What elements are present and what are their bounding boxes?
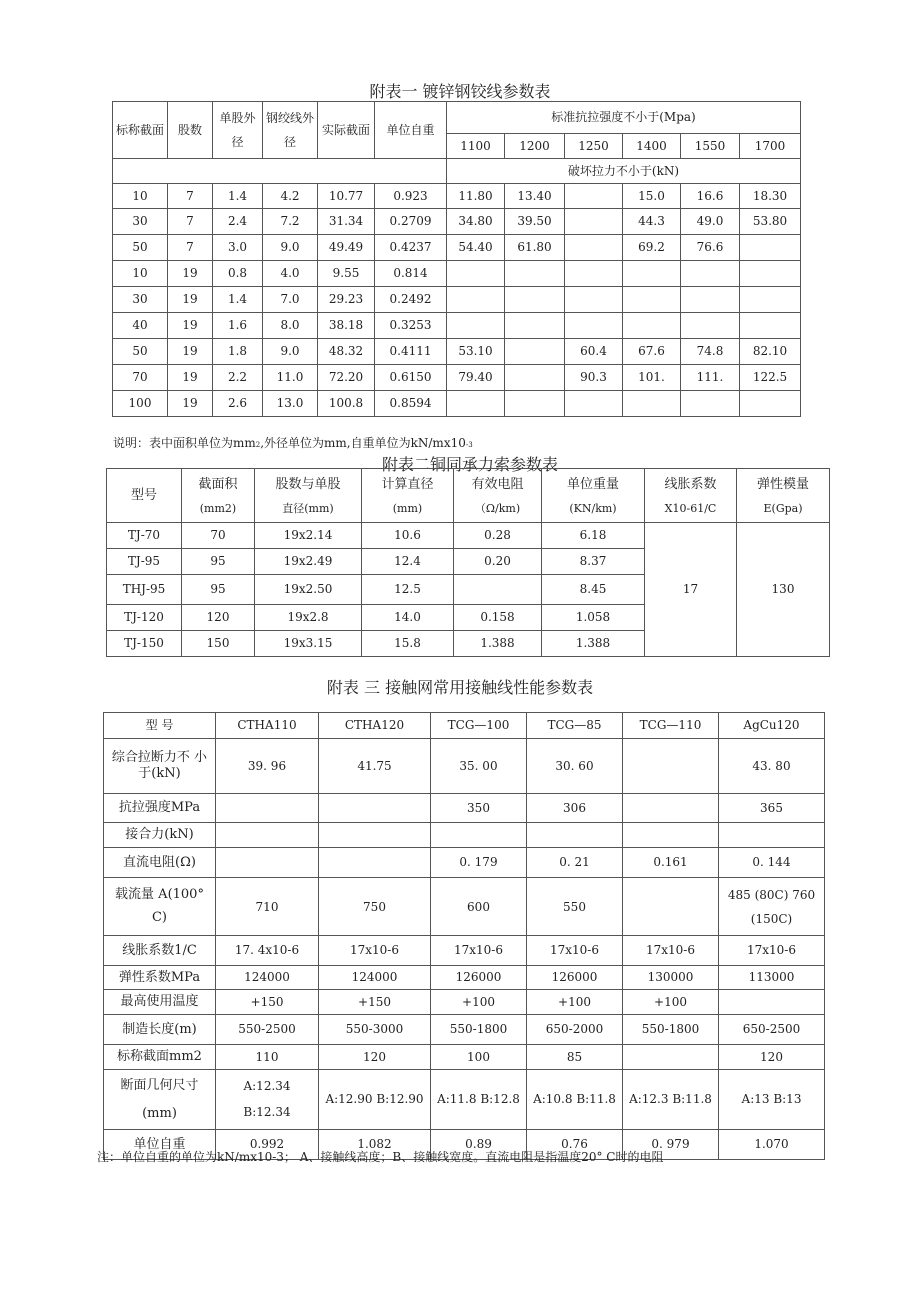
table-cell: 750: [319, 878, 431, 936]
table-cell: A:12.3 B:11.8: [623, 1070, 719, 1130]
row-label-cell: 弹性系数MPa: [104, 966, 216, 990]
table-cell: [447, 313, 505, 339]
table-cell: 19: [168, 261, 213, 287]
table-cell: 8.45: [542, 575, 645, 605]
table-cell: [319, 823, 431, 848]
table-cell: [565, 287, 623, 313]
table-cell: 9.0: [263, 339, 318, 365]
table-cell: 15.0: [623, 184, 681, 209]
table-cell: 1.6: [213, 313, 263, 339]
table-cell: [623, 794, 719, 823]
table-row: [113, 184, 801, 209]
table-cell: 120: [182, 605, 255, 631]
table-cell: 1.388: [454, 631, 542, 657]
table-row: [104, 1015, 825, 1045]
t1-header-cell: 钢绞线外径: [263, 102, 318, 159]
table-cell: 12.5: [362, 575, 454, 605]
t2-header-cell: [362, 469, 454, 523]
table-cell: [681, 261, 740, 287]
table-cell: 74.8: [681, 339, 740, 365]
row-label-cell: 制造长度(m): [104, 1015, 216, 1045]
table-cell: 0.992: [216, 1130, 319, 1160]
table-cell: 0.76: [527, 1130, 623, 1160]
table-row: [104, 848, 825, 878]
table-row: [104, 1070, 825, 1130]
t2-header-name: 有效电阻: [471, 476, 524, 492]
table-cell: [565, 235, 623, 261]
t2-header-name: 截面积: [198, 476, 238, 492]
t2-header-unit: (mm2): [199, 501, 237, 515]
table-cell: 44.3: [623, 209, 681, 235]
t2-header-unit: X10-61/C: [664, 501, 717, 515]
table-cell: 67.6: [623, 339, 681, 365]
table-cell: [216, 823, 319, 848]
t2-header-cell: [542, 469, 645, 523]
column-header-cell: CTHA110: [216, 713, 319, 739]
t1-strength-value: 1100: [447, 134, 505, 159]
table-cell: 38.18: [318, 313, 375, 339]
table-cell: 30: [113, 287, 168, 313]
table-cell: [565, 261, 623, 287]
t2-header-name: 线胀系数: [664, 476, 717, 492]
table-cell: 15.8: [362, 631, 454, 657]
table-cell: 39.50: [505, 209, 565, 235]
table-cell: 2.4: [213, 209, 263, 235]
contact-wire-table: [103, 712, 825, 1160]
table-cell: 0.20: [454, 549, 542, 575]
table-cell: 14.0: [362, 605, 454, 631]
table-cell: 6.18: [542, 523, 645, 549]
table-cell: 110: [216, 1045, 319, 1070]
table-cell: 40: [113, 313, 168, 339]
table-cell: THJ-95: [107, 575, 182, 605]
table-cell: 126000: [527, 966, 623, 990]
table-cell: [505, 391, 565, 417]
table-cell: 124000: [216, 966, 319, 990]
t2-header-unit: 直径(mm): [282, 501, 334, 515]
table-cell: 130000: [623, 966, 719, 990]
t1-header-cell: 单位自重: [375, 102, 447, 159]
table-cell: A:12.34 B:12.34: [216, 1070, 319, 1130]
table-cell: 19: [168, 313, 213, 339]
table-cell: 550: [527, 878, 623, 936]
table-cell: [740, 391, 801, 417]
table-cell: [740, 235, 801, 261]
table-cell: A:13 B:13: [719, 1070, 825, 1130]
table-cell: [623, 287, 681, 313]
table-cell: 17x10-6: [319, 936, 431, 966]
table-cell: 350: [431, 794, 527, 823]
t2-header-cell: [454, 469, 542, 523]
table-cell: 0.2492: [375, 287, 447, 313]
table-cell: 306: [527, 794, 623, 823]
table-cell: 0.28: [454, 523, 542, 549]
table-cell: +150: [319, 990, 431, 1015]
table-cell: [623, 313, 681, 339]
table-cell: +100: [623, 990, 719, 1015]
column-header-cell: TCG—85: [527, 713, 623, 739]
table-cell: 53.80: [740, 209, 801, 235]
table-row: [113, 313, 801, 339]
table-cell: +100: [527, 990, 623, 1015]
table-cell: [505, 287, 565, 313]
t2-header-cell: [255, 469, 362, 523]
table-cell: 48.32: [318, 339, 375, 365]
table-cell: TJ-70: [107, 523, 182, 549]
table-cell: [505, 365, 565, 391]
table-cell: 19: [168, 391, 213, 417]
table-cell: 18.30: [740, 184, 801, 209]
table-cell: 0. 144: [719, 848, 825, 878]
t1-strength-value: 1200: [505, 134, 565, 159]
table-cell: 9.55: [318, 261, 375, 287]
table-cell: 550-1800: [623, 1015, 719, 1045]
table-cell: 1.4: [213, 287, 263, 313]
row-label-cell: 线胀系数1/C: [104, 936, 216, 966]
table-cell: [454, 575, 542, 605]
copper-messenger-table: [106, 468, 830, 657]
table-cell: 0.89: [431, 1130, 527, 1160]
table-cell: 0.2709: [375, 209, 447, 235]
table-cell: +150: [216, 990, 319, 1015]
table-cell: 7: [168, 235, 213, 261]
table-cell: 30: [113, 209, 168, 235]
table-cell: 12.4: [362, 549, 454, 575]
table-cell: [623, 739, 719, 794]
table-cell: 50: [113, 339, 168, 365]
table-cell: [216, 848, 319, 878]
table-cell: 31.34: [318, 209, 375, 235]
table-cell: 19x3.15: [255, 631, 362, 657]
table-cell: 650-2500: [719, 1015, 825, 1045]
t2-header-name: 型号: [130, 487, 157, 503]
table-cell: [623, 1045, 719, 1070]
row-label-cell: 抗拉强度MPa: [104, 794, 216, 823]
table-cell: +100: [431, 990, 527, 1015]
table-cell: 1.058: [542, 605, 645, 631]
table-cell: [623, 391, 681, 417]
table-cell: TJ-150: [107, 631, 182, 657]
table-cell: 0.4111: [375, 339, 447, 365]
table-row: [107, 523, 830, 549]
table-cell: [681, 391, 740, 417]
table-cell: [216, 794, 319, 823]
table-cell: 550-1800: [431, 1015, 527, 1045]
table-row: [104, 739, 825, 794]
table-cell: 85: [527, 1045, 623, 1070]
t2-header-cell: [645, 469, 737, 523]
table3-note: 注：单位自重的单位为kN/mx10-3； A、接触线高度；B、接触线宽度。直流电阻是指温度20° C时的电阻: [97, 1150, 664, 1164]
table-cell: 550-2500: [216, 1015, 319, 1045]
table-cell: 10.77: [318, 184, 375, 209]
table-cell: 19x2.8: [255, 605, 362, 631]
table-cell: 0.158: [454, 605, 542, 631]
expansion-coefficient-cell: 17: [645, 523, 737, 657]
table-cell: 0.8594: [375, 391, 447, 417]
table-cell: 29.23: [318, 287, 375, 313]
steel-strand-table: [112, 101, 801, 417]
table-cell: [319, 848, 431, 878]
table-cell: [740, 313, 801, 339]
table-cell: [681, 287, 740, 313]
table2-title: 附表二铜同承力索参数表: [381, 455, 558, 474]
table-row: [113, 287, 801, 313]
table-row: [104, 966, 825, 990]
table-cell: 11.0: [263, 365, 318, 391]
table-cell: 1.388: [542, 631, 645, 657]
table-row: [104, 990, 825, 1015]
table-cell: 82.10: [740, 339, 801, 365]
t2-header-name: 股数与单股: [275, 476, 341, 492]
row-label-cell: 接合力(kN): [104, 823, 216, 848]
table-cell: 13.40: [505, 184, 565, 209]
table-cell: 650-2000: [527, 1015, 623, 1045]
row-label-cell: 直流电阻(Ω): [104, 848, 216, 878]
table-cell: [740, 261, 801, 287]
table-cell: 17x10-6: [527, 936, 623, 966]
row-label-cell: 最高使用温度: [104, 990, 216, 1015]
table-cell: 35. 00: [431, 739, 527, 794]
table-cell: 100: [113, 391, 168, 417]
t1-header-cell: 单股外径: [213, 102, 263, 159]
table-cell: 16.6: [681, 184, 740, 209]
model-header-cell: 型 号: [104, 713, 216, 739]
table-cell: 1.070: [719, 1130, 825, 1160]
table-cell: 19x2.14: [255, 523, 362, 549]
table-cell: 1.8: [213, 339, 263, 365]
table-cell: 0. 21: [527, 848, 623, 878]
table1-note: 说明：表中面积单位为mm2,外径单位为mm,自重单位为kN/mx10-3: [113, 436, 473, 450]
table-cell: 79.40: [447, 365, 505, 391]
t1-strength-value: 1550: [681, 134, 740, 159]
table-row: [113, 339, 801, 365]
table-cell: 49.0: [681, 209, 740, 235]
table-cell: 76.6: [681, 235, 740, 261]
table-cell: 19: [168, 339, 213, 365]
table-cell: [623, 878, 719, 936]
t2-header-cell: [182, 469, 255, 523]
table-cell: [527, 823, 623, 848]
table-cell: 19: [168, 365, 213, 391]
column-header-cell: TCG—110: [623, 713, 719, 739]
table-cell: 3.0: [213, 235, 263, 261]
table-cell: 95: [182, 549, 255, 575]
t1-strength-value: 1250: [565, 134, 623, 159]
table-cell: [719, 823, 825, 848]
t2-header-name: 弹性模量: [756, 476, 809, 492]
table-cell: 30. 60: [527, 739, 623, 794]
table-cell: 50: [113, 235, 168, 261]
row-label-cell: 综合拉断力不 小于(kN): [104, 739, 216, 794]
table-cell: [447, 391, 505, 417]
table-cell: [719, 990, 825, 1015]
table-row: [104, 1045, 825, 1070]
row-label-cell: 断面几何尺寸 (mm): [104, 1070, 216, 1130]
t1-header-spacer: [113, 159, 447, 184]
table-cell: 54.40: [447, 235, 505, 261]
table-cell: 122.5: [740, 365, 801, 391]
table-cell: 7.2: [263, 209, 318, 235]
table-cell: 0.6150: [375, 365, 447, 391]
table-cell: 7: [168, 184, 213, 209]
table-cell: [681, 313, 740, 339]
t1-strength-value: 1700: [740, 134, 801, 159]
table-cell: 126000: [431, 966, 527, 990]
table-cell: 34.80: [447, 209, 505, 235]
table-cell: 0. 179: [431, 848, 527, 878]
t2-header-cell: [107, 469, 182, 523]
table-cell: 8.37: [542, 549, 645, 575]
table-cell: 0.8: [213, 261, 263, 287]
table-cell: 60.4: [565, 339, 623, 365]
table-cell: 1.082: [319, 1130, 431, 1160]
table-cell: [319, 794, 431, 823]
table-cell: 17x10-6: [719, 936, 825, 966]
table-cell: 95: [182, 575, 255, 605]
table-cell: 10: [113, 184, 168, 209]
table-cell: 17x10-6: [623, 936, 719, 966]
table-cell: 150: [182, 631, 255, 657]
t1-strength-value: 1400: [623, 134, 681, 159]
column-header-cell: CTHA120: [319, 713, 431, 739]
table-cell: 90.3: [565, 365, 623, 391]
row-label-cell: 单位自重: [104, 1130, 216, 1160]
table-cell: 101.: [623, 365, 681, 391]
t2-header-name: 单位重量: [566, 476, 619, 492]
table1-title: 附表一 镀锌钢铰线参数表: [369, 82, 551, 101]
column-header-cell: TCG—100: [431, 713, 527, 739]
table-header-row: [104, 713, 825, 739]
table-cell: 17. 4x10-6: [216, 936, 319, 966]
table-cell: 70: [113, 365, 168, 391]
table-cell: [505, 313, 565, 339]
table-cell: 100.8: [318, 391, 375, 417]
table-cell: 8.0: [263, 313, 318, 339]
table-cell: 0.923: [375, 184, 447, 209]
table-cell: A:10.8 B:11.8: [527, 1070, 623, 1130]
table-cell: 10.6: [362, 523, 454, 549]
table-cell: 61.80: [505, 235, 565, 261]
table-cell: [505, 261, 565, 287]
table-cell: 120: [719, 1045, 825, 1070]
table-cell: 39. 96: [216, 739, 319, 794]
table-cell: 485 (80C) 760 (150C): [719, 878, 825, 936]
table-cell: 365: [719, 794, 825, 823]
t1-strength-header: 标准抗拉强度不小于(Mpa): [447, 102, 801, 134]
table-cell: 17x10-6: [431, 936, 527, 966]
table-cell: 7: [168, 209, 213, 235]
t2-header-cell: [737, 469, 830, 523]
table-cell: 19: [168, 287, 213, 313]
table-cell: [565, 209, 623, 235]
table-cell: 111.: [681, 365, 740, 391]
table-cell: [447, 261, 505, 287]
table-cell: 13.0: [263, 391, 318, 417]
table-cell: TJ-95: [107, 549, 182, 575]
table-cell: 9.0: [263, 235, 318, 261]
table-cell: 72.20: [318, 365, 375, 391]
table-row: [113, 209, 801, 235]
table-cell: 2.6: [213, 391, 263, 417]
table-cell: 41.75: [319, 739, 431, 794]
table-cell: 4.2: [263, 184, 318, 209]
table-cell: 11.80: [447, 184, 505, 209]
table-cell: 100: [431, 1045, 527, 1070]
table-cell: A:12.90 B:12.90: [319, 1070, 431, 1130]
elastic-modulus-cell: 130: [737, 523, 830, 657]
table-cell: [505, 339, 565, 365]
table-cell: 0.814: [375, 261, 447, 287]
table-cell: 600: [431, 878, 527, 936]
row-label-cell: 标称截面mm2: [104, 1045, 216, 1070]
table-cell: 19x2.49: [255, 549, 362, 575]
t2-header-unit: E(Gpa): [763, 501, 803, 515]
table-cell: [565, 391, 623, 417]
table-cell: [565, 184, 623, 209]
table-cell: 124000: [319, 966, 431, 990]
table-row: [104, 794, 825, 823]
t1-header-cell: 实际截面: [318, 102, 375, 159]
table-cell: 53.10: [447, 339, 505, 365]
table-row: [113, 391, 801, 417]
t2-header-unit: (mm): [392, 501, 423, 515]
table-cell: 49.49: [318, 235, 375, 261]
t1-header-cell: 标称截面: [113, 102, 168, 159]
t2-header-name: 计算直径: [381, 476, 434, 492]
t1-header-cell: 股数: [168, 102, 213, 159]
table-cell: 1.4: [213, 184, 263, 209]
table-row: [113, 365, 801, 391]
table-cell: 70: [182, 523, 255, 549]
table-cell: 120: [319, 1045, 431, 1070]
table-cell: [623, 261, 681, 287]
t1-break-header: 破坏拉力不小于(kN): [447, 159, 801, 184]
table-row: [104, 823, 825, 848]
table-row: [113, 261, 801, 287]
table-cell: [447, 287, 505, 313]
table-cell: 69.2: [623, 235, 681, 261]
table-cell: 710: [216, 878, 319, 936]
table-cell: [431, 823, 527, 848]
column-header-cell: AgCu120: [719, 713, 825, 739]
table-cell: 7.0: [263, 287, 318, 313]
table-cell: [565, 313, 623, 339]
table-cell: 0. 979: [623, 1130, 719, 1160]
table-cell: [623, 823, 719, 848]
table-cell: 0.161: [623, 848, 719, 878]
table-cell: 19x2.50: [255, 575, 362, 605]
table-cell: 0.3253: [375, 313, 447, 339]
row-label-cell: 载流量 A(100° C): [104, 878, 216, 936]
table-row: [104, 936, 825, 966]
table-cell: 4.0: [263, 261, 318, 287]
table-row: [104, 878, 825, 936]
table-cell: [740, 287, 801, 313]
t2-header-unit: （Ω/km): [474, 501, 521, 515]
table-cell: 2.2: [213, 365, 263, 391]
table-cell: 550-3000: [319, 1015, 431, 1045]
table-cell: 10: [113, 261, 168, 287]
table-cell: 113000: [719, 966, 825, 990]
table-row: [113, 235, 801, 261]
table-cell: 0.4237: [375, 235, 447, 261]
table-cell: TJ-120: [107, 605, 182, 631]
table3-title: 附表 三 接触网常用接触线性能参数表: [326, 678, 594, 697]
table-cell: 43. 80: [719, 739, 825, 794]
table-cell: A:11.8 B:12.8: [431, 1070, 527, 1130]
t2-header-unit: (KN/km): [569, 501, 617, 515]
